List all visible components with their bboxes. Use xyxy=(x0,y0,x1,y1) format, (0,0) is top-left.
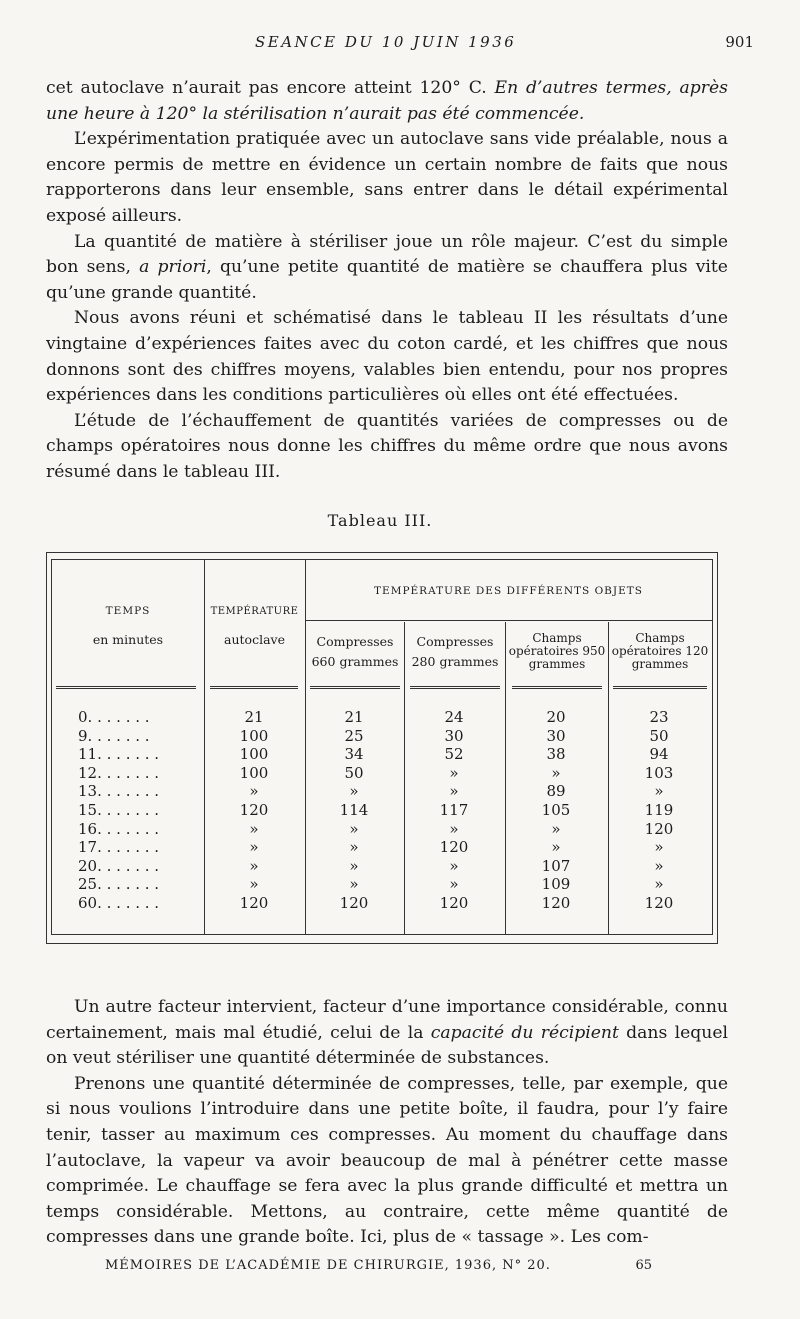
cell-time: 17. . . . . . . xyxy=(78,838,160,857)
text-run: L’étude de l’échauffement de quantités variées de compresses ou de champs opératoires nous donne les chiffres du même ordre que nous avons résumé dans le tableau III. xyxy=(46,410,728,482)
header-temps: TEMPS xyxy=(105,605,151,617)
cell-c3: 89 xyxy=(546,782,566,801)
cell-c2: 30 xyxy=(444,726,464,745)
text-run: La quantité de matière à stériliser joue un rôle majeur. C’est du simple bon sens, xyxy=(46,231,728,278)
cell-c2: 52 xyxy=(444,745,464,764)
header-rule xyxy=(56,686,196,689)
cell-auto: 120 xyxy=(239,801,269,819)
cell-auto: 100 xyxy=(239,726,269,745)
cell-time: 60. . . . . . . xyxy=(78,894,160,912)
table-grid xyxy=(51,559,713,935)
cell-c1: » xyxy=(349,838,359,857)
cell-c4: » xyxy=(654,875,664,894)
page-footer xyxy=(0,1258,800,1278)
cell-c4: 119 xyxy=(644,801,674,819)
col-divider xyxy=(305,560,306,934)
header-col2: Compresses 280 grammes xyxy=(411,634,499,669)
cell-c1: » xyxy=(349,856,359,875)
cell-c2: » xyxy=(449,856,459,875)
cell-c1: 34 xyxy=(344,745,364,764)
cell-c1: » xyxy=(349,782,359,801)
cell-c1: 21 xyxy=(344,708,364,726)
col-divider xyxy=(608,622,609,934)
cell-c2: 24 xyxy=(444,708,464,726)
cell-time: 15. . . . . . . xyxy=(78,801,160,819)
cell-auto: 100 xyxy=(239,763,269,782)
header-rule xyxy=(310,686,400,689)
cell-c2: » xyxy=(449,782,459,801)
cell-time: 0. . . . . . . xyxy=(78,708,150,726)
paragraph xyxy=(46,409,728,486)
cell-c1: 25 xyxy=(344,726,364,745)
cell-time: 16. . . . . . . xyxy=(78,819,160,838)
text-run: dans lequel on veut stériliser une quantité déterminée de substances. xyxy=(46,1022,729,1069)
text-run: Prenons une quantité déterminée de compresses, telle, par exemple, que si nous voulions l’introduire dans une petite boîte, il faudra, pour l’y faire tenir, tasser au maximum ces compresses. Au moment du chauffage dans l’autoclave, la vapeur va avoir beaucoup de mal à pénétrer cette masse comprimée. Le chauffage se fera avec la plus grande difficulté et mettra un temps considérable. Mettons, au contraire, cette même quantité de compresses dans une grande boîte. Ici, plus de « tassage ». Les com- xyxy=(46,1073,728,1248)
header-temps-sub: en minutes xyxy=(92,632,164,647)
text-run: L’expérimentation pratiquée avec un autoclave sans vide préalable, nous a encore permis de mettre en évidence un certain nombre de faits que nous rapporterons dans leur ensemble, sans entrer dans le détail expérimental exposé ailleurs. xyxy=(46,129,728,226)
text-block-bottom xyxy=(46,995,728,1251)
cell-c4: » xyxy=(654,838,664,857)
cell-c2: 117 xyxy=(439,801,469,819)
paragraph xyxy=(46,306,728,408)
cell-auto: 100 xyxy=(239,745,269,764)
header-rule xyxy=(613,686,707,689)
table-caption: Tableau III. xyxy=(327,511,433,530)
italic-text: En d’autres termes, après une heure à 120° la stérilisation n’aurait pas été commencée. xyxy=(46,78,728,124)
cell-time: 11. . . . . . . xyxy=(78,745,160,764)
cell-c3: 30 xyxy=(546,726,566,745)
cell-c3: » xyxy=(551,763,561,782)
text-run: Un autre facteur intervient, facteur d’une importance considérable, connu certainement, mais mal étudié, celui de la xyxy=(46,997,728,1043)
header-col1: Compresses 660 grammes xyxy=(311,634,399,669)
text-block-top xyxy=(46,76,728,486)
cell-auto: 21 xyxy=(244,708,264,726)
cell-c4: » xyxy=(654,856,664,875)
header-col4: Champs opératoires 120 grammes xyxy=(611,631,709,671)
cell-auto: » xyxy=(249,856,259,875)
cell-time: 12. . . . . . . xyxy=(78,763,160,782)
cell-auto: 120 xyxy=(239,894,269,912)
header-rule xyxy=(210,686,298,689)
paragraph xyxy=(46,76,728,127)
cell-c4: » xyxy=(654,782,664,801)
cell-c1: 120 xyxy=(339,894,369,912)
footer-journal: MÉMOIRES DE L’ACADÉMIE DE CHIRURGIE, 1936, N° 20. xyxy=(105,1258,551,1273)
cell-c1: » xyxy=(349,875,359,894)
cell-c2: » xyxy=(449,763,459,782)
italic-text: a priori xyxy=(139,257,207,278)
text-run: cet autoclave n’aurait pas encore atteint 120° C. xyxy=(46,78,495,98)
cell-c1: 50 xyxy=(344,763,364,782)
cell-c3: 109 xyxy=(541,875,571,894)
cell-c3: 105 xyxy=(541,801,571,819)
cell-c4: 23 xyxy=(649,708,669,726)
data-table xyxy=(46,552,718,944)
cell-c3: » xyxy=(551,819,561,838)
header-col3: Champs opératoires 950 grammes xyxy=(508,631,606,671)
text-run: Nous avons réuni et schématisé dans le tableau II les résultats d’une vingtaine d’expériences faites avec du coton cardé, et les chiffres que nous donnons sont des chiffres moyens, valables bien entendu, pour nos propres expériences dans les conditions particulières où elles ont été effectuées. xyxy=(46,308,728,406)
cell-c2: 120 xyxy=(439,838,469,857)
cell-c3: 107 xyxy=(541,856,571,875)
cell-c4: 120 xyxy=(644,894,674,912)
header-temp-autoclave: TEMPÉRATURE xyxy=(210,606,299,617)
header-title: SEANCE DU 10 JUIN 1936 xyxy=(255,33,517,51)
cell-c4: 94 xyxy=(649,745,669,764)
paragraph xyxy=(46,1072,728,1251)
cell-c3: » xyxy=(551,838,561,857)
paragraph xyxy=(46,230,728,307)
cell-auto: » xyxy=(249,838,259,857)
cell-time: 25. . . . . . . xyxy=(78,875,160,894)
cell-c4: 120 xyxy=(644,819,674,838)
col-divider xyxy=(404,622,405,934)
header-objets: TEMPÉRATURE DES DIFFÉRENTS OBJETS xyxy=(374,585,643,597)
cell-c3: 38 xyxy=(546,745,566,764)
header-rule xyxy=(512,686,602,689)
cell-c3: 120 xyxy=(541,894,571,912)
cell-c4: 50 xyxy=(649,726,669,745)
cell-auto: » xyxy=(249,819,259,838)
cell-c4: 103 xyxy=(644,763,674,782)
cell-c2: 120 xyxy=(439,894,469,912)
footer-sheet: 65 xyxy=(635,1258,652,1273)
cell-c2: » xyxy=(449,875,459,894)
header-temp-autoclave-sub: autoclave xyxy=(224,632,285,647)
col-divider xyxy=(505,622,506,934)
text-run: , qu’une petite quantité de matière se chauffera plus vite qu’une grande quantité. xyxy=(46,257,728,303)
cell-c1: 114 xyxy=(339,801,369,819)
paragraph xyxy=(46,127,728,229)
page-number: 901 xyxy=(725,33,754,51)
cell-time: 20. . . . . . . xyxy=(78,856,160,875)
cell-time: 13. . . . . . . xyxy=(78,782,160,801)
paragraph xyxy=(46,995,728,1072)
cell-time: 9. . . . . . . xyxy=(78,726,150,745)
cell-auto: » xyxy=(249,782,259,801)
italic-text: capacité du récipient xyxy=(430,1022,619,1043)
header-rule xyxy=(305,620,712,621)
cell-c3: 20 xyxy=(546,708,566,726)
running-header xyxy=(0,33,800,53)
header-rule xyxy=(410,686,500,689)
cell-auto: » xyxy=(249,875,259,894)
cell-c2: » xyxy=(449,819,459,838)
cell-c1: » xyxy=(349,819,359,838)
